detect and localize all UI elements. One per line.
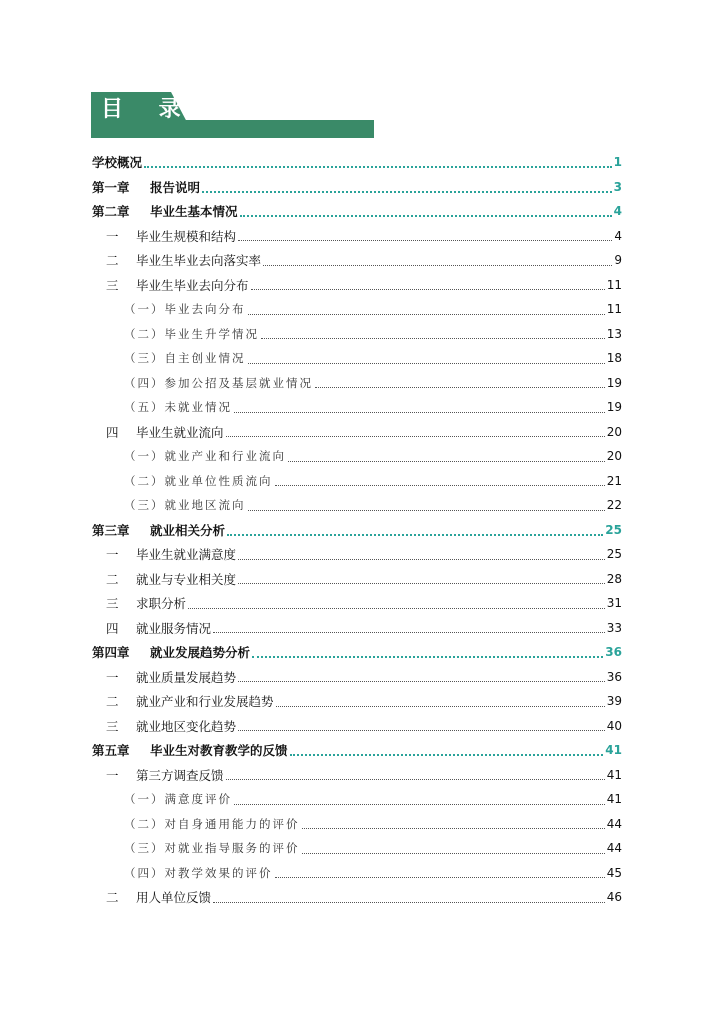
toc-entry[interactable]	[92, 199, 622, 224]
toc-entry-label	[124, 326, 259, 342]
toc-entry-label	[106, 276, 249, 294]
toc-dot-leader	[227, 534, 603, 536]
toc-entry-label	[106, 619, 211, 637]
toc-entry[interactable]	[92, 665, 622, 690]
toc-entry-page: 25	[606, 547, 622, 562]
toc-entry-page: 40	[606, 718, 622, 733]
toc-dot-leader	[302, 853, 605, 854]
toc-entry-title: （三）自主创业情况	[124, 351, 246, 366]
toc-entry-page: 36	[606, 669, 622, 684]
toc-dot-leader	[248, 510, 605, 511]
toc-entry-title: （四）对教学效果的评价	[124, 865, 273, 880]
toc-dot-leader	[144, 166, 612, 168]
toc-entry[interactable]	[92, 567, 622, 592]
toc-entry-title: 就业质量发展趋势	[136, 669, 237, 685]
toc-entry[interactable]	[92, 518, 622, 543]
toc-entry-number: 一	[106, 669, 119, 685]
toc-entry-title: 毕业生基本情况	[150, 204, 238, 220]
toc-dot-leader	[226, 779, 605, 780]
toc-entry-page: 41	[606, 792, 622, 807]
toc-dot-leader	[238, 730, 605, 731]
toc-entry-number: 三	[106, 277, 119, 293]
toc-entry-label	[92, 153, 142, 171]
toc-dot-leader	[275, 485, 605, 486]
toc-entry-title: （一）就业产业和行业流向	[124, 449, 286, 464]
toc-entry-title: 第三方调查反馈	[136, 767, 224, 783]
toc-entry-page: 19	[606, 400, 622, 415]
toc-entry-page: 13	[606, 326, 622, 341]
toc-dot-leader	[248, 363, 605, 364]
toc-entry-label	[106, 251, 261, 269]
toc-entry-number: 二	[106, 571, 119, 587]
toc-entry[interactable]	[92, 493, 622, 518]
toc-entry-page: 25	[605, 522, 622, 537]
toc-dot-leader	[261, 338, 605, 339]
toc-entry-page: 11	[606, 302, 622, 317]
toc-entry-page: 41	[606, 767, 622, 782]
toc-entry-title: 就业与专业相关度	[136, 571, 237, 587]
toc-entry[interactable]	[92, 395, 622, 420]
toc-entry[interactable]	[92, 591, 622, 616]
toc-dot-leader	[275, 877, 605, 878]
toc-entry-title: 毕业生规模和结构	[136, 228, 237, 244]
toc-entry-label	[106, 692, 274, 710]
toc-entry-number: 二	[106, 694, 119, 710]
toc-dot-leader	[240, 215, 612, 217]
toc-entry[interactable]	[92, 640, 622, 665]
toc-entry-label	[106, 545, 236, 563]
toc-entry-number: 三	[106, 596, 119, 612]
toc-entry-number: 第四章	[92, 645, 130, 661]
toc-entry-label	[92, 178, 200, 196]
toc-entry-label	[124, 375, 313, 391]
toc-dot-leader	[202, 191, 612, 193]
toc-entry[interactable]	[92, 150, 622, 175]
toc-entry-label	[106, 766, 224, 784]
toc-dot-leader	[263, 265, 612, 266]
toc-dot-leader	[315, 387, 605, 388]
toc-entry-page: 44	[606, 816, 622, 831]
toc-entry-title: 学校概况	[92, 155, 143, 171]
toc-entry-page: 18	[606, 351, 622, 366]
toc-entry-number: 一	[106, 767, 119, 783]
toc-entry[interactable]	[92, 273, 622, 298]
toc-entry-label	[124, 497, 246, 513]
toc-entry-title: 就业服务情况	[136, 620, 212, 636]
toc-entry-title: （三）就业地区流向	[124, 498, 246, 513]
toc-entry-title: 求职分析	[136, 596, 187, 612]
toc-entry-page: 39	[606, 694, 622, 709]
toc-entry[interactable]	[92, 297, 622, 322]
toc-entry[interactable]	[92, 714, 622, 739]
toc-entry-label	[106, 888, 211, 906]
toc-entry-page: 4	[613, 204, 622, 219]
toc-entry-label	[124, 399, 232, 415]
toc-entry[interactable]	[92, 616, 622, 641]
toc-entry-label	[92, 643, 250, 661]
toc-entry[interactable]	[92, 763, 622, 788]
toc-entry[interactable]	[92, 469, 622, 494]
toc-entry-number: 第二章	[92, 204, 130, 220]
page-title: 目 录	[101, 97, 195, 122]
toc-entry-page: 36	[605, 645, 622, 660]
toc-dot-leader	[213, 632, 605, 633]
toc-header	[91, 92, 374, 138]
toc-entry-page: 28	[606, 571, 622, 586]
toc-entry[interactable]	[92, 420, 622, 445]
toc-dot-leader	[213, 902, 605, 903]
toc-dot-leader	[234, 804, 605, 805]
toc-entry-page: 9	[614, 253, 622, 268]
toc-entry-number: 一	[106, 547, 119, 563]
toc-entry-page: 20	[606, 449, 622, 464]
toc-entry[interactable]	[92, 738, 622, 763]
toc-dot-leader	[238, 681, 605, 682]
toc-entry-page: 11	[606, 277, 622, 292]
toc-dot-leader	[276, 706, 605, 707]
toc-entry-title: （四）参加公招及基层就业情况	[124, 375, 313, 390]
toc-entry-title: （一）满意度评价	[124, 792, 232, 807]
toc-entry[interactable]	[92, 248, 622, 273]
toc-dot-leader	[234, 412, 605, 413]
toc-entry-page: 1	[613, 155, 622, 170]
toc-entry-number: 一	[106, 228, 119, 244]
toc-entry-label	[106, 423, 224, 441]
toc-dot-leader	[302, 828, 605, 829]
toc-entry-label	[124, 473, 273, 489]
toc-entry-page: 31	[606, 596, 622, 611]
toc-entry-title: （五）未就业情况	[124, 400, 232, 415]
toc-entry-title: 就业地区变化趋势	[136, 718, 237, 734]
toc-dot-leader	[252, 656, 603, 658]
toc-entry-title: （二）对自身通用能力的评价	[124, 816, 300, 831]
toc-entry[interactable]	[92, 812, 622, 837]
toc-entry-title: 毕业生就业流向	[136, 424, 224, 440]
toc-entry-label	[124, 791, 232, 807]
toc-entry-page: 45	[606, 865, 622, 880]
toc-entry-title: 就业发展趋势分析	[150, 645, 251, 661]
toc-entry[interactable]	[92, 885, 622, 910]
toc-entry-title: （一）毕业去向分布	[124, 302, 246, 317]
toc-entry-title: 毕业生毕业去向分布	[136, 277, 249, 293]
toc-entry-label	[124, 350, 246, 366]
toc-dot-leader	[248, 314, 605, 315]
toc-entry[interactable]	[92, 371, 622, 396]
toc-entry-title: （二）毕业生升学情况	[124, 326, 259, 341]
toc-entry[interactable]	[92, 175, 622, 200]
toc-entry-label	[124, 301, 246, 317]
toc-entry[interactable]	[92, 346, 622, 371]
toc-dot-leader	[238, 240, 612, 241]
toc-entry-label	[106, 717, 236, 735]
toc-entry[interactable]	[92, 224, 622, 249]
toc-entry-title: 用人单位反馈	[136, 890, 212, 906]
toc-dot-leader	[238, 559, 605, 560]
toc-entry-title: 毕业生对教育教学的反馈	[150, 743, 288, 759]
toc-entry-number: 三	[106, 718, 119, 734]
toc-entry[interactable]	[92, 836, 622, 861]
toc-entry-title: （三）对就业指导服务的评价	[124, 841, 300, 856]
toc-entry-number: 四	[106, 424, 119, 440]
toc-entry-label	[124, 865, 273, 881]
toc-entry-label	[106, 668, 236, 686]
toc-entry-number: 第五章	[92, 743, 130, 759]
toc-entry-page: 22	[606, 498, 622, 513]
toc-entry[interactable]	[92, 322, 622, 347]
toc-entry[interactable]	[92, 861, 622, 886]
toc-entry-title: 就业相关分析	[150, 522, 226, 538]
toc-entry-title: 毕业生就业满意度	[136, 547, 237, 563]
toc-entry-number: 第一章	[92, 179, 130, 195]
toc-entry-title: 报告说明	[150, 179, 201, 195]
toc-entry-title: （二）就业单位性质流向	[124, 473, 273, 488]
toc-entry-label	[106, 570, 236, 588]
toc-entry[interactable]	[92, 787, 622, 812]
toc-entry[interactable]	[92, 444, 622, 469]
toc-dot-leader	[290, 754, 604, 756]
toc-entry-number: 四	[106, 620, 119, 636]
toc-entry-page: 46	[606, 890, 622, 905]
toc-entry-page: 41	[605, 743, 622, 758]
toc-entry-page: 19	[606, 375, 622, 390]
toc-dot-leader	[251, 289, 605, 290]
toc-entry-label	[106, 594, 186, 612]
toc-entry[interactable]	[92, 542, 622, 567]
table-of-contents	[92, 150, 622, 910]
toc-entry-title: 毕业生毕业去向落实率	[136, 253, 262, 269]
toc-entry-page: 4	[614, 228, 622, 243]
toc-entry-label	[124, 448, 286, 464]
toc-entry-number: 二	[106, 890, 119, 906]
toc-entry-page: 33	[606, 620, 622, 635]
toc-entry-label	[124, 816, 300, 832]
toc-dot-leader	[226, 436, 605, 437]
toc-entry-title: 就业产业和行业发展趋势	[136, 694, 274, 710]
toc-dot-leader	[238, 583, 605, 584]
toc-entry-page: 3	[613, 179, 622, 194]
toc-entry-label	[92, 741, 288, 759]
toc-entry-number: 第三章	[92, 522, 130, 538]
toc-dot-leader	[288, 461, 605, 462]
toc-entry-page: 44	[606, 841, 622, 856]
toc-entry-label	[92, 202, 238, 220]
toc-dot-leader	[188, 608, 605, 609]
toc-entry-label	[106, 227, 236, 245]
toc-entry-number: 二	[106, 253, 119, 269]
toc-entry-label	[92, 521, 225, 539]
toc-entry[interactable]	[92, 689, 622, 714]
toc-entry-page: 20	[606, 424, 622, 439]
toc-entry-label	[124, 840, 300, 856]
toc-entry-page: 21	[606, 473, 622, 488]
